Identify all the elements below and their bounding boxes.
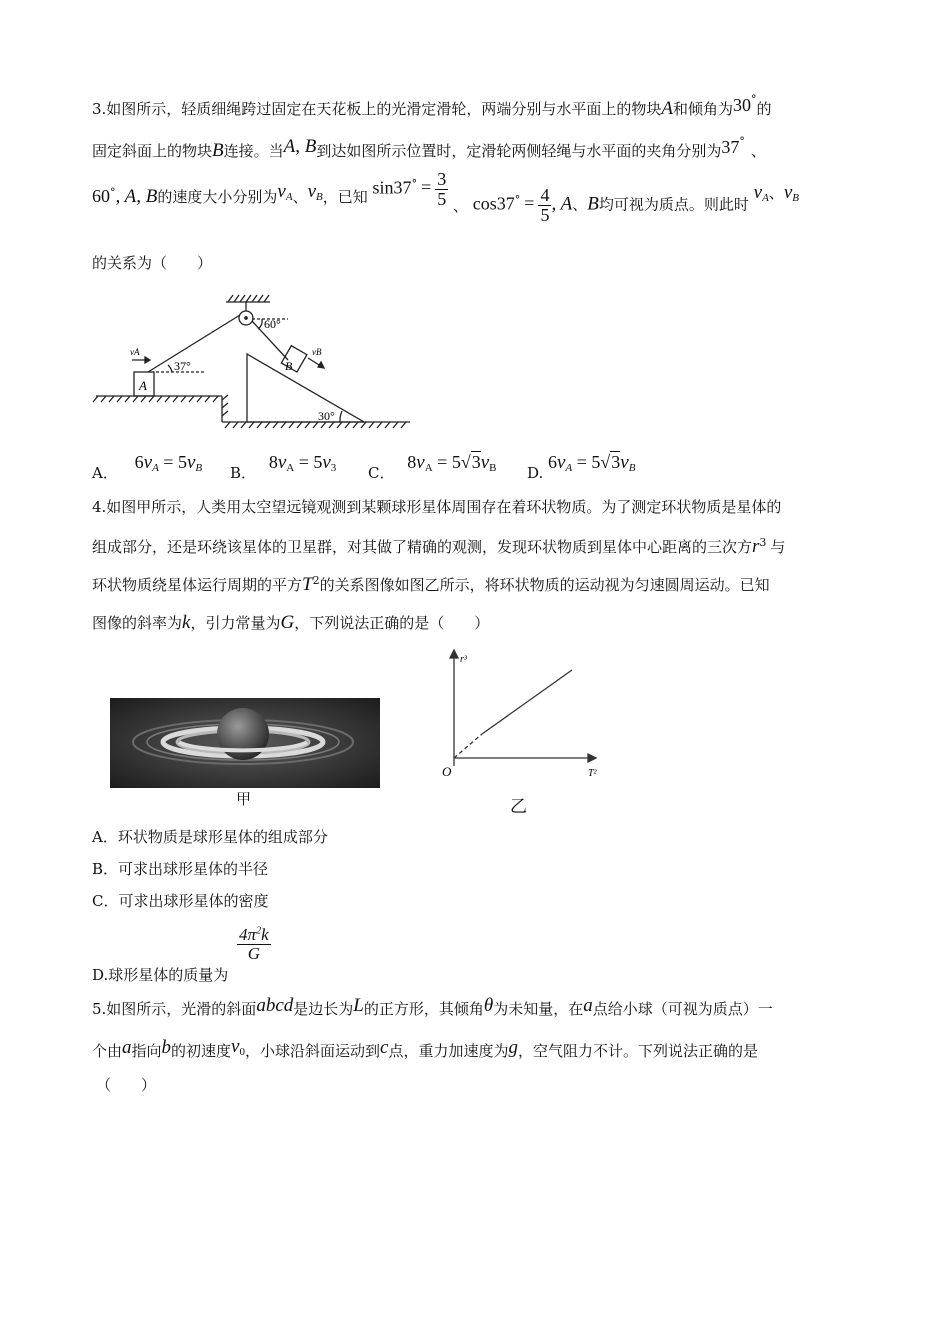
math-sub: A <box>565 462 573 474</box>
q5-text: ，空气阻力不计。下列说法正确的是 <box>517 1042 758 1060</box>
ground-left-hatch <box>93 396 218 402</box>
frac-den: 5 <box>437 188 447 209</box>
math-v: v <box>231 1036 240 1057</box>
math-deg: ° <box>750 93 757 106</box>
q3-text: 、 <box>453 196 469 215</box>
q3-text: 3.如图所示，轻质细绳跨过固定在天花板上的光滑定滑轮，两端分别与水平面上的物块 <box>92 100 662 118</box>
q3-line2 <box>92 135 766 162</box>
q4-text: ，下列说法正确的是（ ） <box>294 614 490 632</box>
q5-line3: （ ） <box>96 1076 157 1094</box>
mass-fraction <box>237 926 271 963</box>
math-deg: ° <box>110 186 116 200</box>
option-d-text: D.球形星体的质量为 <box>92 966 229 985</box>
math-eq: = <box>572 452 592 472</box>
q4-option-d[interactable] <box>92 925 271 985</box>
q4-line4 <box>92 612 489 634</box>
q3-line3 <box>92 169 799 238</box>
math-sub: A <box>286 462 295 474</box>
q3-text: 的 <box>756 100 772 118</box>
angle-arc-30 <box>340 411 342 422</box>
math-r: r <box>752 536 760 557</box>
coef: 5 <box>451 452 461 472</box>
coef: 8 <box>407 452 417 472</box>
frac-num: 3 <box>437 169 447 189</box>
math-sub: A <box>762 192 769 205</box>
math-L: L <box>353 995 364 1016</box>
q4-text: 图像的斜率为 <box>92 614 183 632</box>
q5-text: 点给小球（可视为质点）一 <box>592 1000 773 1018</box>
math-angle: 37 <box>721 137 740 157</box>
q5-text: 点，重力加速度为 <box>388 1042 509 1060</box>
q3-text: 和倾角为 <box>672 100 733 118</box>
math-sub: 0 <box>239 1046 245 1058</box>
math-sub: A <box>285 191 293 204</box>
label-vB: vB <box>312 347 322 357</box>
sqrt-radicand: 3 <box>611 452 621 472</box>
option-letter: B． <box>230 464 257 482</box>
q5-text: 是边长为 <box>293 1000 354 1018</box>
label-30: 30° <box>318 409 335 423</box>
x-axis-label: T² <box>588 768 597 779</box>
ceiling-hatch <box>228 295 269 302</box>
math-v: v <box>307 181 317 203</box>
q3-text: 、 <box>572 195 588 214</box>
math-angle: 30 <box>732 95 751 115</box>
q3-text: ，已知 <box>322 188 368 207</box>
q5-text: 为未知量，在 <box>493 1000 584 1018</box>
q5-text: 指向 <box>131 1042 162 1060</box>
math-sup: 2 <box>256 925 262 937</box>
math-eq: = <box>432 452 452 472</box>
math-v: v <box>277 181 286 203</box>
q4-line1: 4.如图甲所示，人类用太空望远镜观测到某颗球形星体周围存在着环状物质。为了测定环状物质是星体的 <box>92 498 782 516</box>
r3-T2-graph <box>430 646 600 786</box>
q4-option-b[interactable]: B．可求出球形星体的半径 <box>92 860 269 878</box>
math-theta: θ <box>483 995 494 1016</box>
q3-option-b[interactable] <box>230 452 337 482</box>
q3-text: 的速度大小分别为 <box>157 188 278 207</box>
origin-label: O <box>442 764 452 779</box>
math-sub: 3 <box>330 462 337 474</box>
math-abcd: abcd <box>256 995 294 1016</box>
q3-text: 均可视为质点。则此时 <box>598 195 749 214</box>
math-v: v <box>143 452 153 473</box>
math-sub: B <box>489 462 497 474</box>
ringed-planet-image <box>110 698 380 788</box>
cos-fraction <box>538 186 551 225</box>
label-vA: vA <box>130 347 140 357</box>
frac-num: 4π <box>239 925 257 944</box>
math-B: B <box>587 193 599 215</box>
coef: 5 <box>313 452 323 472</box>
incline-wedge <box>247 354 364 422</box>
math-sub: A <box>152 462 159 474</box>
math-a: a <box>122 1037 132 1058</box>
option-letter: D. <box>527 464 544 482</box>
dashed-extension <box>454 734 482 758</box>
math-eq: = <box>294 452 314 472</box>
label-B: B <box>285 359 293 373</box>
coef: 8 <box>268 452 278 472</box>
math-B: B <box>212 140 224 161</box>
math-sup: 3 <box>759 536 767 549</box>
math-k: k <box>182 612 191 633</box>
q4-option-c[interactable]: C．可求出球形星体的密度 <box>92 892 269 910</box>
coef: 6 <box>134 452 144 472</box>
math-T: T <box>302 574 313 595</box>
ground-right-hatch <box>225 422 406 428</box>
q3-text: 到达如图所示位置时，定滑轮两侧轻绳与水平面的夹角分别为 <box>316 142 722 160</box>
frac-den: G <box>237 944 271 963</box>
fig-jia-label: 甲 <box>236 790 252 808</box>
sin-label: sin37 <box>372 177 412 198</box>
math-sub: B <box>792 192 799 205</box>
math-eq: = <box>421 177 432 198</box>
q4-text: 的关系图像如图乙所示，将环状物质的运动视为匀速圆周运动。已知 <box>319 576 770 594</box>
q5-text: 5.如图所示，光滑的斜面 <box>92 1000 257 1018</box>
math-angle: 60 <box>92 186 110 207</box>
q3-line4: 的关系为（ ） <box>92 254 213 272</box>
math-g: g <box>508 1037 518 1058</box>
q5-line1 <box>92 995 773 1020</box>
sqrt-radicand: 3 <box>471 452 481 472</box>
q4-line3 <box>92 574 770 596</box>
option-letter: A． <box>92 464 118 482</box>
data-line <box>482 670 572 734</box>
cos-formula <box>473 186 749 225</box>
label-60: 60° <box>264 317 281 331</box>
math-c: c <box>380 1037 389 1058</box>
q5-text: ，小球沿斜面运动到 <box>244 1042 380 1060</box>
math-A: , A <box>551 193 573 215</box>
coef: 6 <box>548 452 558 472</box>
math-deg: ° <box>411 177 418 191</box>
q5-line2 <box>92 1036 758 1062</box>
rope-to-A <box>148 315 240 372</box>
q3-text: 、 <box>768 184 784 203</box>
q3-option-d[interactable]: D. $6v_A = 5√3v_B$ <box>527 452 636 482</box>
y-axis-label: r³ <box>460 654 467 665</box>
coef: 5 <box>591 452 601 472</box>
q3-text: 、 <box>750 142 766 160</box>
q3-text: 固定斜面上的物块 <box>92 142 213 160</box>
math-sub: A <box>424 462 433 474</box>
math-AB: , A, B <box>115 186 158 208</box>
math-eq: = <box>158 452 178 472</box>
math-AB: A, B <box>283 136 317 157</box>
q4-text: ，引力常量为 <box>190 614 281 632</box>
angle-arc-37 <box>168 365 172 372</box>
math-v: v <box>753 182 763 204</box>
math-b: b <box>161 1037 172 1058</box>
q4-text: 组成部分，还是环绕该星体的卫星群，对其做了精确的观测，发现环状物质到星体中心距离的三次方 <box>92 538 753 556</box>
math-a: a <box>583 995 593 1016</box>
math-v: v <box>322 452 331 473</box>
q3-option-a[interactable] <box>92 452 203 482</box>
sin-formula <box>373 170 449 209</box>
q3-text: 连接。当 <box>223 142 284 160</box>
math-v: v <box>186 452 196 473</box>
math-A: A <box>661 98 673 119</box>
math-v: v <box>480 452 490 473</box>
wall-hatch <box>222 395 228 416</box>
q3-line1 <box>92 93 772 120</box>
q3-pulley-diagram <box>92 284 422 434</box>
math-k: k <box>261 925 269 944</box>
math-deg: ° <box>514 193 521 207</box>
q4-option-a[interactable]: A．环状物质是球形星体的组成部分 <box>92 828 328 846</box>
math-sub: B <box>316 191 323 204</box>
math-sub: B <box>195 462 203 474</box>
q5-text: 的正方形，其倾角 <box>363 1000 484 1018</box>
cos-label: cos37 <box>472 193 515 214</box>
q3-text: 、 <box>292 188 308 207</box>
label-37: 37° <box>174 359 191 373</box>
q4-text: 与 <box>770 538 786 556</box>
q4-text: 环状物质绕星体运行周期的平方 <box>92 576 303 594</box>
math-v: v <box>416 452 425 473</box>
math-sup: 2 <box>312 574 320 587</box>
label-A: A <box>139 378 147 393</box>
frac-num: 4 <box>540 185 550 205</box>
q5-text: 个由 <box>92 1042 123 1060</box>
option-letter: C． <box>368 464 395 482</box>
math-G: G <box>280 612 295 633</box>
sin-fraction <box>435 170 448 209</box>
q5-text: 的初速度 <box>171 1042 232 1060</box>
math-deg: ° <box>739 135 745 148</box>
q3-option-c[interactable]: C． $8v_A = 5√3v_B$ <box>368 452 497 482</box>
math-v: v <box>557 452 566 473</box>
math-v: v <box>277 452 287 473</box>
math-eq: = <box>524 193 535 214</box>
q4-line2 <box>92 536 785 558</box>
coef: 5 <box>177 452 187 472</box>
math-v: v <box>620 452 629 473</box>
fig-yi-label: 乙 <box>510 797 527 817</box>
frac-den: 5 <box>540 204 550 225</box>
math-v: v <box>783 182 793 204</box>
math-sub: B <box>628 462 636 474</box>
